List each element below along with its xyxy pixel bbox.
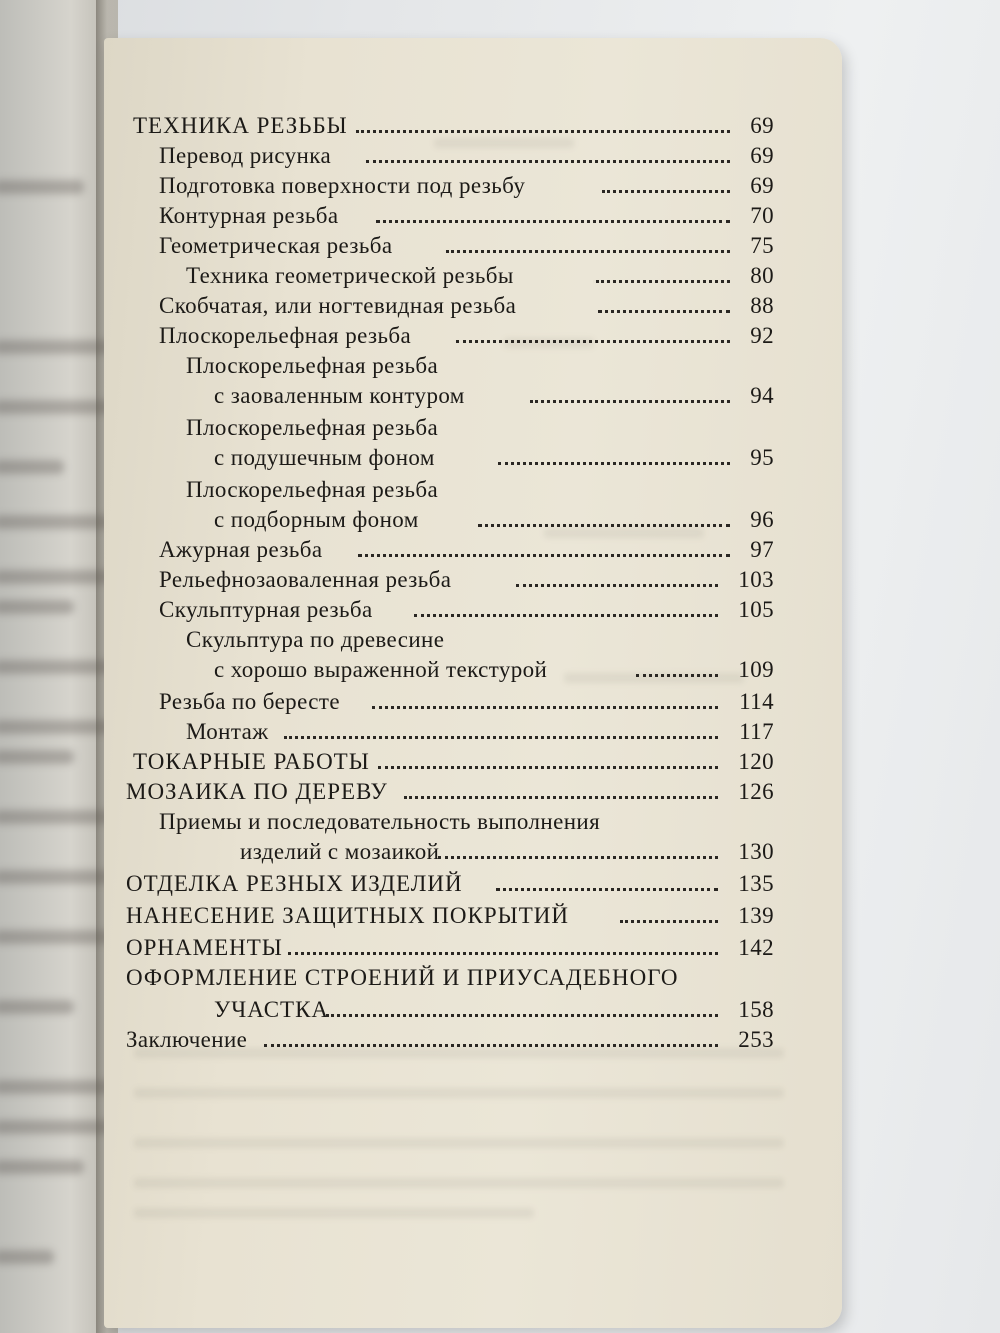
toc-entry-continuation: [104, 654, 842, 686]
leader-dots: [636, 674, 718, 677]
leader-dots: [326, 1014, 718, 1017]
toc-entry-title: Ажурная резьба: [159, 537, 323, 562]
toc-entry-title: Плоскорельефная резьба: [186, 477, 439, 502]
toc-entry-title-line2: УЧАСТКА: [214, 997, 330, 1022]
toc-entry: [104, 746, 842, 778]
toc-entry: [104, 900, 842, 932]
toc-entry-title-line2: с хорошо выраженной текстурой: [214, 657, 548, 682]
toc-entry: [104, 290, 842, 322]
toc-entry-page: 69: [750, 173, 774, 198]
toc-entry-page: 96: [750, 507, 774, 532]
toc-entry: [104, 200, 842, 232]
leader-dots: [284, 736, 718, 739]
toc-entry: [104, 686, 842, 718]
leader-dots: [264, 1044, 718, 1047]
table-of-contents: [104, 38, 842, 1328]
leader-dots: [366, 160, 730, 163]
toc-entry-page: 142: [738, 935, 774, 960]
toc-entry-title: ОРНАМЕНТЫ: [126, 935, 283, 960]
toc-entry-title: Техника геометрической резьбы: [186, 263, 514, 288]
toc-entry-title: НАНЕСЕНИЕ ЗАЩИТНЫХ ПОКРЫТИЙ: [126, 903, 569, 928]
leader-dots: [530, 400, 730, 403]
toc-entry-title: Монтаж: [186, 719, 269, 744]
toc-entry: [104, 140, 842, 172]
toc-entry-page: 103: [738, 567, 774, 592]
book-page: [104, 38, 842, 1328]
toc-entry-page: 69: [750, 143, 774, 168]
toc-entry-title: Плоскорельефная резьба: [186, 353, 439, 378]
toc-entry-page: 109: [738, 657, 774, 682]
toc-entry: [104, 230, 842, 262]
toc-entry-page: 94: [750, 383, 774, 408]
toc-entry-title: ТЕХНИКА РЕЗЬБЫ: [133, 113, 348, 138]
toc-entry: [104, 806, 842, 838]
toc-entry-page: 139: [738, 903, 774, 928]
toc-entry-title: Резьба по бересте: [159, 689, 340, 714]
toc-entry: [104, 260, 842, 292]
leader-dots: [288, 952, 718, 955]
toc-entry-page: 114: [739, 689, 774, 714]
toc-entry-title: Плоскорельефная резьба: [186, 415, 439, 440]
toc-entry-title: Контурная резьба: [159, 203, 339, 228]
toc-entry: [104, 320, 842, 352]
toc-entry-page: 88: [750, 293, 774, 318]
leader-dots: [496, 888, 718, 891]
toc-entry-page: 158: [738, 997, 774, 1022]
toc-entry-continuation: [104, 442, 842, 474]
toc-entry-page: 253: [738, 1027, 774, 1052]
leader-dots: [358, 554, 730, 557]
toc-entry: [104, 110, 842, 142]
toc-entry-page: 120: [738, 749, 774, 774]
blurred-text: [0, 180, 84, 194]
toc-entry-title: ОТДЕЛКА РЕЗНЫХ ИЗДЕЛИЙ: [126, 871, 463, 896]
toc-entry-title: Геометрическая резьба: [159, 233, 393, 258]
leader-dots: [372, 706, 718, 709]
toc-entry-title: Скобчатая, или ногтевидная резьба: [159, 293, 517, 318]
leader-dots: [620, 920, 718, 923]
leader-dots: [356, 130, 730, 133]
leader-dots: [478, 524, 730, 527]
toc-entry-title-line2: изделий с мозаикой: [240, 839, 440, 864]
toc-entry-page: 135: [738, 871, 774, 896]
toc-entry: [104, 412, 842, 444]
toc-entry-title: Подготовка поверхности под резьбу: [159, 173, 526, 198]
toc-entry-page: 95: [750, 445, 774, 470]
toc-entry-page: 75: [750, 233, 774, 258]
toc-entry-page: 130: [738, 839, 774, 864]
leader-dots: [438, 856, 718, 859]
toc-entry-page: 105: [738, 597, 774, 622]
toc-entry-page: 69: [750, 113, 774, 138]
toc-entry: [104, 962, 842, 994]
toc-entry-title: ОФОРМЛЕНИЕ СТРОЕНИЙ И ПРИУСАДЕБНОГО: [126, 965, 679, 990]
leader-dots: [516, 584, 718, 587]
leader-dots: [596, 280, 730, 283]
toc-entry-page: 97: [750, 537, 774, 562]
toc-entry: [104, 350, 842, 382]
toc-entry-title: Скульптурная резьба: [159, 597, 373, 622]
leader-dots: [404, 796, 718, 799]
toc-entry-title-line2: с заоваленным контуром: [214, 383, 465, 408]
leader-dots: [446, 250, 730, 253]
blurred-text: [0, 1250, 54, 1264]
toc-entry-title-line2: с подборным фоном: [214, 507, 419, 532]
toc-entry: [104, 170, 842, 202]
toc-entry: [104, 474, 842, 506]
toc-entry-title: Перевод рисунка: [159, 143, 332, 168]
toc-entry: [104, 716, 842, 748]
toc-entry-title: Приемы и последовательность выполнения: [159, 809, 601, 834]
toc-entry-page: 80: [750, 263, 774, 288]
toc-entry-title-line2: с подушечным фоном: [214, 445, 435, 470]
toc-entry: [104, 868, 842, 900]
leader-dots: [414, 614, 718, 617]
toc-entry-continuation: [104, 994, 842, 1026]
toc-entry-title: Плоскорельефная резьба: [159, 323, 412, 348]
leader-dots: [376, 220, 730, 223]
blurred-text: [0, 1160, 84, 1174]
blurred-text: [0, 600, 74, 614]
blurred-text: [0, 1000, 74, 1014]
toc-entry-continuation: [104, 380, 842, 412]
toc-entry: [104, 1024, 842, 1056]
leader-dots: [378, 766, 718, 769]
toc-entry: [104, 932, 842, 964]
toc-entry: [104, 594, 842, 626]
blurred-text: [0, 750, 74, 764]
leader-dots: [456, 340, 730, 343]
blurred-text: [0, 460, 64, 474]
toc-entry: [104, 624, 842, 656]
toc-entry-title: ТОКАРНЫЕ РАБОТЫ: [133, 749, 370, 774]
leader-dots: [598, 310, 730, 313]
toc-entry-page: 70: [750, 203, 774, 228]
toc-entry-page: 92: [750, 323, 774, 348]
toc-entry: [104, 564, 842, 596]
toc-entry: [104, 776, 842, 808]
toc-entry-page: 126: [738, 779, 774, 804]
toc-entry-title: МОЗАИКА ПО ДЕРЕВУ: [126, 779, 388, 804]
toc-entry-title: Рельефнозаоваленная резьба: [159, 567, 452, 592]
toc-entry-title: Скульптура по древесине: [186, 627, 445, 652]
toc-entry-continuation: [104, 504, 842, 536]
toc-entry-page: 117: [739, 719, 774, 744]
toc-entry: [104, 534, 842, 566]
toc-entry-title: Заключение: [126, 1027, 248, 1052]
toc-entry-continuation: [104, 836, 842, 868]
leader-dots: [498, 462, 730, 465]
leader-dots: [602, 190, 730, 193]
